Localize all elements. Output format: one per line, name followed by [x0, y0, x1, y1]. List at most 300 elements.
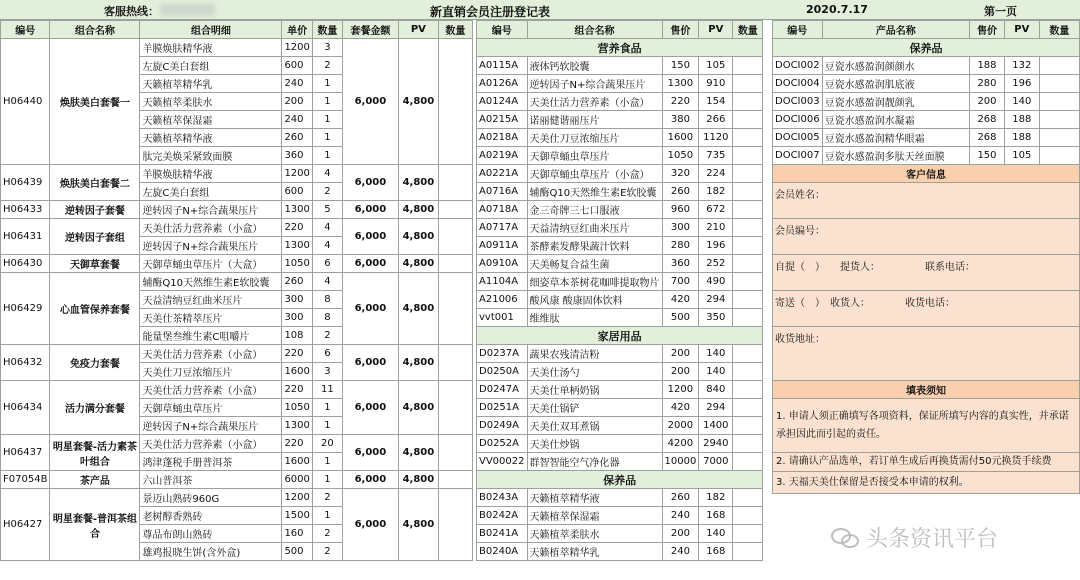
product-price: 500: [662, 309, 699, 327]
product-name: 群智智能空气净化器: [527, 453, 662, 471]
item-qty: 1: [312, 75, 342, 93]
combo-amount: 6,000: [342, 345, 398, 381]
product-price: 200: [662, 363, 699, 381]
item-name: 天御草蛹虫草压片（大盒）: [140, 255, 282, 273]
product-name: 天美仕汤勺: [527, 363, 662, 381]
wechat-icon: [830, 527, 860, 549]
item-qty: 4: [312, 165, 342, 183]
combo-amount: 6,000: [342, 165, 398, 201]
table-row: [1, 345, 473, 363]
combo-name: 天御草套餐: [50, 255, 140, 273]
col-header: 编号: [1, 21, 50, 39]
product-price: 960: [662, 201, 699, 219]
table-row: [1, 489, 473, 507]
product-name: 天美仕活力营养素（小盒）: [527, 93, 662, 111]
combo-amount: 6,000: [342, 381, 398, 435]
form-title: 新直销会员注册登记表: [430, 5, 551, 19]
combo-name: 活力满分套餐: [50, 381, 140, 435]
item-name: 逆转因子N+综合蔬果压片: [140, 201, 282, 219]
combo-code: H06439: [1, 165, 50, 201]
order-qty-cell[interactable]: [733, 147, 763, 165]
product-code: DOCI007: [773, 147, 823, 165]
note-text: 3. 天福天美仕保留是否接受本申请的权利。: [773, 472, 1080, 494]
unit-price: 1200: [282, 39, 312, 57]
product-name: 天美仕炒锅: [527, 435, 662, 453]
item-qty: 2: [312, 543, 342, 561]
table-row: [477, 381, 763, 399]
product-price: 220: [662, 93, 699, 111]
product-price: 150: [970, 147, 1005, 165]
combo-pv: 4,800: [398, 381, 438, 435]
col-header: 组合名称: [527, 21, 662, 39]
product-code: A21006: [477, 291, 528, 309]
item-qty: 11: [312, 381, 342, 399]
hotline-label: 客服热线：: [104, 5, 159, 18]
order-qty-cell[interactable]: [1039, 111, 1079, 129]
product-pv: 1120: [699, 129, 733, 147]
table-row: [477, 147, 763, 165]
item-name: 能量堡叁维生素C咀嚼片: [140, 327, 282, 345]
product-pv: 294: [699, 291, 733, 309]
item-name: 天美仕活力营养素（小盒）: [140, 219, 282, 237]
combo-code: H06429: [1, 273, 50, 345]
col-header: PV: [398, 21, 438, 39]
notes-title: 填表须知: [773, 381, 1080, 399]
item-qty: 8: [312, 309, 342, 327]
product-price: 240: [662, 507, 699, 525]
combo-amount: 6,000: [342, 39, 398, 165]
order-qty-cell[interactable]: [733, 237, 763, 255]
product-price: 420: [662, 291, 699, 309]
product-name: 辅酶Q10天然维生素E软胶囊: [527, 183, 662, 201]
product-pv: 188: [1004, 129, 1039, 147]
combo-pv: 4,800: [398, 471, 438, 489]
product-price: 268: [970, 111, 1005, 129]
table-row: [477, 237, 763, 255]
product-code: A1104A: [477, 273, 528, 291]
unit-price: 600: [282, 57, 312, 75]
table-row: [477, 111, 763, 129]
table-row: [477, 399, 763, 417]
product-code: A0219A: [477, 147, 528, 165]
section-title: 保养品: [773, 39, 1080, 57]
note-row: [773, 399, 1080, 453]
col-header: 编号: [477, 21, 528, 39]
combo-name: 焕肤美白套餐二: [50, 165, 140, 201]
col-header: 数量: [1039, 21, 1079, 39]
product-code: D0237A: [477, 345, 528, 363]
table-row: [477, 75, 763, 93]
header-row: [773, 21, 1080, 39]
combo-amount: 6,000: [342, 219, 398, 255]
member-number-field[interactable]: 会员编号：: [773, 219, 1080, 255]
order-qty-cell[interactable]: [733, 453, 763, 471]
unit-price: 108: [282, 327, 312, 345]
item-name: 天籁植萃精华乳: [140, 75, 282, 93]
order-qty-cell[interactable]: [438, 381, 472, 435]
combo-pv: 4,800: [398, 345, 438, 381]
unit-price: 260: [282, 273, 312, 291]
product-pv: 140: [699, 345, 733, 363]
item-name: 六山普洱茶: [140, 471, 282, 489]
item-qty: 1: [312, 453, 342, 471]
table-row: [773, 147, 1080, 165]
unit-price: 6000: [282, 471, 312, 489]
table-row: [477, 363, 763, 381]
note-row: [773, 453, 1080, 472]
order-qty-cell[interactable]: [1039, 147, 1079, 165]
table-row: [1, 435, 473, 453]
item-name: 天籁植萃柔肤水: [140, 93, 282, 111]
product-pv: 105: [699, 57, 733, 75]
item-name: 天美仕活力营养素（小盒）: [140, 381, 282, 399]
product-pv: 672: [699, 201, 733, 219]
product-pv: 188: [1004, 111, 1039, 129]
order-qty-cell[interactable]: [438, 255, 472, 273]
combo-pv: 4,800: [398, 165, 438, 201]
order-qty-cell[interactable]: [733, 57, 763, 75]
item-qty: 1: [312, 111, 342, 129]
order-qty-cell[interactable]: [733, 435, 763, 453]
product-pv: 735: [699, 147, 733, 165]
unit-price: 220: [282, 345, 312, 363]
order-qty-cell[interactable]: [438, 489, 472, 561]
combo-amount: 6,000: [342, 435, 398, 471]
item-name: 尊品布朗山熟砖: [140, 525, 282, 543]
item-qty: 2: [312, 525, 342, 543]
product-pv: 182: [699, 489, 733, 507]
product-pv: 910: [699, 75, 733, 93]
table-row: [477, 453, 763, 471]
product-price: 1600: [662, 129, 699, 147]
combo-name: 茶产品: [50, 471, 140, 489]
product-name: 逆转因子N+综合蔬果压片: [527, 75, 662, 93]
item-name: 雄鸡报晓生饼(含外盒): [140, 543, 282, 561]
product-code: DOCI005: [773, 129, 823, 147]
item-qty: 5: [312, 201, 342, 219]
table-row: [1, 39, 473, 57]
product-code: A0718A: [477, 201, 528, 219]
order-qty-cell[interactable]: [733, 93, 763, 111]
address-field[interactable]: 收货地址：: [773, 327, 1080, 381]
item-name: 天籁植萃精华液: [140, 129, 282, 147]
table-row: [1, 273, 473, 291]
order-qty-cell[interactable]: [733, 345, 763, 363]
product-name: 茶酵素发酵果蔬汁饮料: [527, 237, 662, 255]
delivery-field[interactable]: 寄送（ ） 收货人： 收货电话：: [773, 291, 1080, 327]
product-code: A0215A: [477, 111, 528, 129]
product-code: A0716A: [477, 183, 528, 201]
product-price: 360: [662, 255, 699, 273]
combo-pv: 4,800: [398, 219, 438, 255]
product-pv: 154: [699, 93, 733, 111]
table-row: [477, 489, 763, 507]
product-code: A0911A: [477, 237, 528, 255]
item-qty: 2: [312, 489, 342, 507]
item-qty: 1: [312, 129, 342, 147]
redacted-phone: [160, 4, 215, 16]
order-qty-cell[interactable]: [1039, 75, 1079, 93]
table-row: [477, 507, 763, 525]
combo-code: H06437: [1, 435, 50, 471]
table-row: [477, 93, 763, 111]
item-qty: 3: [312, 363, 342, 381]
product-price: 1200: [662, 381, 699, 399]
note-text: 2. 请确认产品选单，若订单生成后再换货需付50元换货手续费: [773, 453, 1080, 472]
address-field-row: [773, 327, 1080, 381]
combo-amount: 6,000: [342, 255, 398, 273]
product-price: 300: [662, 219, 699, 237]
unit-price: 360: [282, 147, 312, 165]
unit-price: 1300: [282, 417, 312, 435]
product-price: 700: [662, 273, 699, 291]
combo-code: H06440: [1, 39, 50, 165]
item-name: 天籁植萃保湿霜: [140, 111, 282, 129]
order-qty-cell[interactable]: [733, 309, 763, 327]
order-qty-cell[interactable]: [733, 129, 763, 147]
product-price: 260: [662, 183, 699, 201]
product-table: [476, 20, 763, 561]
table-row: [477, 273, 763, 291]
unit-price: 160: [282, 525, 312, 543]
unit-price: 220: [282, 381, 312, 399]
item-name: 肽完美焕采紧致面膜: [140, 147, 282, 165]
table-row: [477, 219, 763, 237]
order-qty-cell[interactable]: [733, 273, 763, 291]
product-price: 2000: [662, 417, 699, 435]
col-header: PV: [1004, 21, 1039, 39]
item-qty: 1: [312, 147, 342, 165]
table-row: [477, 57, 763, 75]
product-code: D0251A: [477, 399, 528, 417]
combo-code: H06431: [1, 219, 50, 255]
item-name: 天益清纳豆红曲米压片: [140, 291, 282, 309]
table-row: [1, 471, 473, 489]
item-qty: 2: [312, 57, 342, 75]
product-code: A0717A: [477, 219, 528, 237]
combo-amount: 6,000: [342, 273, 398, 345]
order-qty-cell[interactable]: [1039, 93, 1079, 111]
product-name: 豆瓷水感盈润颜颜水: [822, 57, 969, 75]
order-qty-cell[interactable]: [733, 363, 763, 381]
order-qty-cell[interactable]: [438, 165, 472, 201]
table-row: [773, 129, 1080, 147]
notes-header: [773, 381, 1080, 399]
product-name: 天美仕双耳煮锅: [527, 417, 662, 435]
order-qty-cell[interactable]: [733, 417, 763, 435]
order-qty-cell[interactable]: [438, 435, 472, 471]
order-qty-cell[interactable]: [1039, 129, 1079, 147]
order-qty-cell[interactable]: [438, 219, 472, 255]
skincare-customer-table: [772, 20, 1080, 494]
unit-price: 1300: [282, 237, 312, 255]
product-name: 天御草蛹虫草压片: [527, 147, 662, 165]
product-pv: 252: [699, 255, 733, 273]
combo-code: H06427: [1, 489, 50, 561]
order-qty-cell[interactable]: [733, 75, 763, 93]
product-price: 420: [662, 399, 699, 417]
item-name: 辅酶Q10天然维生素E软胶囊: [140, 273, 282, 291]
product-pv: 168: [699, 507, 733, 525]
product-price: 240: [662, 543, 699, 561]
order-qty-cell[interactable]: [438, 39, 472, 165]
product-price: 320: [662, 165, 699, 183]
product-code: D0252A: [477, 435, 528, 453]
col-header: 售价: [970, 21, 1005, 39]
product-price: 200: [970, 93, 1005, 111]
unit-price: 300: [282, 291, 312, 309]
order-qty-cell[interactable]: [733, 165, 763, 183]
order-qty-cell[interactable]: [733, 291, 763, 309]
product-pv: 1400: [699, 417, 733, 435]
item-name: 左旋C美白套组: [140, 57, 282, 75]
order-qty-cell[interactable]: [733, 399, 763, 417]
product-code: B0240A: [477, 543, 528, 561]
combo-name: 心血管保养套餐: [50, 273, 140, 345]
unit-price: 1500: [282, 507, 312, 525]
title-bar: [0, 0, 1080, 20]
item-name: 逆转因子N+综合蔬果压片: [140, 417, 282, 435]
item-qty: 2: [312, 327, 342, 345]
customer-info-title: 客户信息: [773, 165, 1080, 183]
member-name-field[interactable]: 会员姓名：: [773, 183, 1080, 219]
combo-name: 逆转因子套组: [50, 219, 140, 255]
order-qty-cell[interactable]: [733, 183, 763, 201]
table-row: [1, 381, 473, 399]
table-row: [1, 165, 473, 183]
item-name: 羊膜焕肤精华液: [140, 39, 282, 57]
order-qty-cell[interactable]: [733, 543, 763, 561]
combo-pv: 4,800: [398, 255, 438, 273]
header-row: [1, 21, 473, 39]
product-code: B0242A: [477, 507, 528, 525]
col-header: 编号: [773, 21, 823, 39]
product-pv: 350: [699, 309, 733, 327]
unit-price: 220: [282, 435, 312, 453]
item-qty: 1: [312, 399, 342, 417]
product-name: 蔬果农残清洁粉: [527, 345, 662, 363]
product-price: 260: [662, 489, 699, 507]
product-name: 细姿草本茶树花咖啡提取物片: [527, 273, 662, 291]
item-qty: 6: [312, 255, 342, 273]
order-qty-cell[interactable]: [438, 345, 472, 381]
item-name: 天美仕刀豆浓缩压片: [140, 363, 282, 381]
combo-pv: 4,800: [398, 489, 438, 561]
table-row: [1, 201, 473, 219]
product-code: DOCI004: [773, 75, 823, 93]
table-row: [477, 543, 763, 561]
product-code: D0250A: [477, 363, 528, 381]
section-title: 保养品: [477, 471, 763, 489]
section-row: [477, 39, 763, 57]
combo-code: H06432: [1, 345, 50, 381]
col-header: 单价: [282, 21, 312, 39]
customer-header: [773, 165, 1080, 183]
order-qty-cell[interactable]: [438, 471, 472, 489]
combo-pv: 4,800: [398, 39, 438, 165]
product-price: 380: [662, 111, 699, 129]
unit-price: 1200: [282, 165, 312, 183]
unit-price: 1300: [282, 201, 312, 219]
order-qty-cell[interactable]: [733, 201, 763, 219]
col-header: 数量: [438, 21, 472, 39]
combo-amount: 6,000: [342, 471, 398, 489]
combo-amount: 6,000: [342, 201, 398, 219]
item-name: 天美仕活力营养素（小盒）: [140, 435, 282, 453]
product-code: DOCI003: [773, 93, 823, 111]
col-header: 售价: [662, 21, 699, 39]
product-pv: 132: [1004, 57, 1039, 75]
section-title: 营养食品: [477, 39, 763, 57]
table-row: [477, 165, 763, 183]
order-qty-cell[interactable]: [438, 201, 472, 219]
combo-code: H06433: [1, 201, 50, 219]
product-price: 150: [662, 57, 699, 75]
combo-code: F07054B: [1, 471, 50, 489]
item-qty: 1: [312, 471, 342, 489]
product-name: 天美畅复合益生菌: [527, 255, 662, 273]
product-code: VV00022: [477, 453, 528, 471]
table-row: [477, 417, 763, 435]
order-qty-cell[interactable]: [1039, 57, 1079, 75]
col-header: 产品名称: [822, 21, 969, 39]
unit-price: 600: [282, 183, 312, 201]
product-name: 豆瓷水感盈润精华眼霜: [822, 129, 969, 147]
item-name: 天美仕活力营养素（小盒）: [140, 345, 282, 363]
product-pv: 224: [699, 165, 733, 183]
pickup-field[interactable]: 自提（ ） 提货人： 联系电话：: [773, 255, 1080, 291]
unit-price: 1050: [282, 255, 312, 273]
combo-pv: 4,800: [398, 435, 438, 471]
product-pv: 196: [1004, 75, 1039, 93]
order-qty-cell[interactable]: [733, 111, 763, 129]
section-title: 家居用品: [477, 327, 763, 345]
combo-pv: 4,800: [398, 273, 438, 345]
unit-price: 220: [282, 219, 312, 237]
product-pv: 294: [699, 399, 733, 417]
col-header: 组合明细: [140, 21, 282, 39]
pickup-field-row: [773, 255, 1080, 291]
item-qty: 1: [312, 507, 342, 525]
product-code: A0115A: [477, 57, 528, 75]
product-pv: 196: [699, 237, 733, 255]
order-qty-cell[interactable]: [733, 219, 763, 237]
item-name: 鸿津蓬税手册普洱茶: [140, 453, 282, 471]
combo-name: 明星套餐-普洱茶组合: [50, 489, 140, 561]
product-pv: 140: [699, 525, 733, 543]
combo-name: 免疫力套餐: [50, 345, 140, 381]
note-text: 1. 申请人须正确填写各项资料，保证所填写内容的真实性，并承诺承担因此而引起的责任。: [773, 399, 1080, 453]
item-qty: 1: [312, 417, 342, 435]
order-qty-cell[interactable]: [733, 489, 763, 507]
item-name: 老树醇香熟砖: [140, 507, 282, 525]
item-name: 左旋C美白套组: [140, 183, 282, 201]
order-qty-cell[interactable]: [733, 255, 763, 273]
product-code: A0124A: [477, 93, 528, 111]
product-code: DOCI006: [773, 111, 823, 129]
product-name: 天籁植萃精华液: [527, 489, 662, 507]
order-qty-cell[interactable]: [438, 273, 472, 345]
item-qty: 8: [312, 291, 342, 309]
product-name: 液体钙软胶囊: [527, 57, 662, 75]
order-qty-cell[interactable]: [733, 507, 763, 525]
order-qty-cell[interactable]: [733, 525, 763, 543]
order-qty-cell[interactable]: [733, 381, 763, 399]
table-row: [477, 201, 763, 219]
member-number-field-row: [773, 219, 1080, 255]
product-name: 豆瓷水感盈润肌底液: [822, 75, 969, 93]
unit-price: 240: [282, 75, 312, 93]
